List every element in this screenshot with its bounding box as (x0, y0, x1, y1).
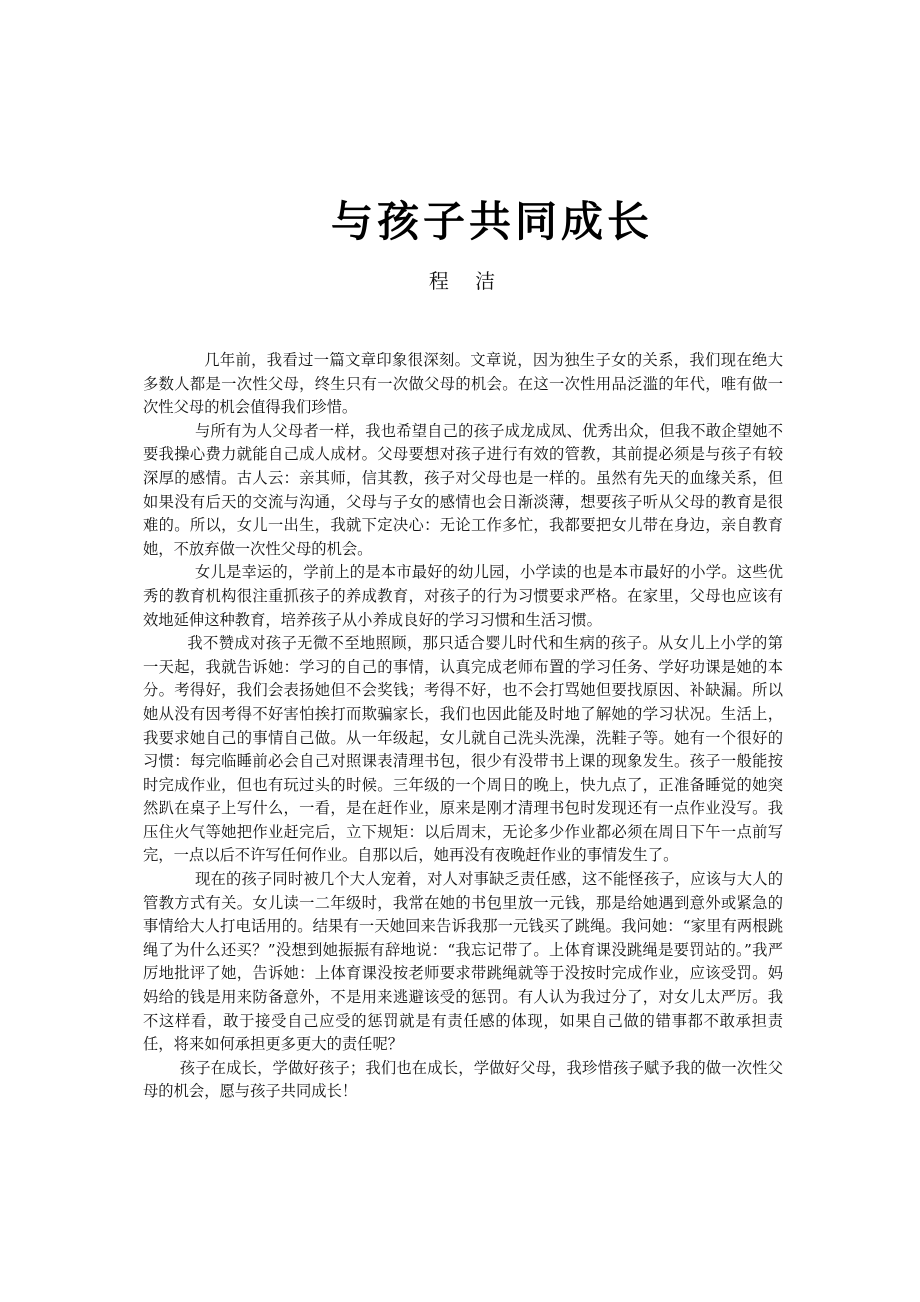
document-title: 与孩子共同成长 (330, 197, 653, 246)
article-body (143, 349, 783, 1104)
paragraph: 我不赞成对孩子无微不至地照顾，那只适合婴儿时代和生病的孩子。从女儿上小学的第一天起，我就告诉她：学习的自己的事情，认真完成老师布置的学习任务、学好功课是她的本分。考得好，我们会表扬她但不会奖钱；考得不好，也不会打骂她但要找原因、补缺漏。所以她从没有因考得不好害怕挨打而欺骗家长，我们也因此能及时地了解她的学习状况。生活上，我要求她自己的事情自己做。从一年级起，女儿就自己洗头洗澡，洗鞋子等。她有一个很好的习惯：每完临睡前必会自己对照课表清理书包，很少有没带书上课的现象发生。孩子一般能按时完成作业，但也有玩过头的时候。三年级的一个周日的晚上，快九点了，正准备睡觉的她突然趴在桌子上写什么，一看，是在赶作业，原来是刚才清理书包时发现还有一点作业没写。我压住火气等她把作业赶完后，立下规矩：以后周末，无论多少作业都必须在周日下午一点前写完，一点以后不许写任何作业。自那以后，她再没有夜晚赶作业的事情发生了。 (143, 634, 783, 865)
paragraph: 女儿是幸运的，学前上的是本市最好的幼儿园，小学读的也是本市最好的小学。这些优秀的教育机构很注重抓孩子的养成教育，对孩子的行为习惯要求严格。在家里，父母也应该有效地延伸这种教育，培养孩子从小养成良好的学习习惯和生活习惯。 (143, 563, 783, 629)
paragraph: 现在的孩子同时被几个大人宠着，对人对事缺乏责任感，这不能怪孩子，应该与大人的管教方式有关。女儿读一二年级时，我常在她的书包里放一元钱，那是给她遇到意外或紧急的事情给大人打电话用的。结果有一天她回来告诉我那一元钱买了跳绳。我问她：“家里有两根跳绳了为什么还买？”没想到她振振有辞地说：“我忘记带了。上体育课没跳绳是要罚站的。”我严厉地批评了她，告诉她：上体育课没按老师要求带跳绳就等于没按时完成作业，应该受罚。妈妈给的钱是用来防备意外，不是用来逃避该受的惩罚。有人认为我过分了，对女儿太严厉。我不这样看，敢于接受自己应受的惩罚就是有责任感的体现，如果自己做的错事都不敢承担责任，将来如何承担更多更大的责任呢？ (143, 870, 783, 1054)
paragraph: 几年前，我看过一篇文章印象很深刻。文章说，因为独生子女的关系，我们现在绝大多数人都是一次性父母，终生只有一次做父母的机会。在这一次性用品泛滥的年代，唯有做一次性父母的机会值得我们珍惜。 (143, 351, 783, 417)
paragraph: 与所有为人父母者一样，我也希望自己的孩子成龙成凤、优秀出众，但我不敢企望她不要我操心费力就能自己成人成材。父母要想对孩子进行有效的管教，其前提必须是与孩子有较深厚的感情。古人云：亲其师，信其教，孩子对父母也是一样的。虽然有先天的血缘关系，但如果没有后天的交流与沟通，父母与子女的感情也会日渐淡薄，想要孩子听从父母的教育是很难的。所以，女儿一出生，我就下定决心：无论工作多忙，我都要把女儿带在身边，亲自教育她，不放弃做一次性父母的机会。 (143, 421, 783, 558)
paragraph: 孩子在成长，学做好孩子；我们也在成长，学做好父母，我珍惜孩子赋予我的做一次性父母的机会，愿与孩子共同成长！ (143, 1058, 783, 1101)
author-name: 程 洁 (428, 269, 506, 293)
